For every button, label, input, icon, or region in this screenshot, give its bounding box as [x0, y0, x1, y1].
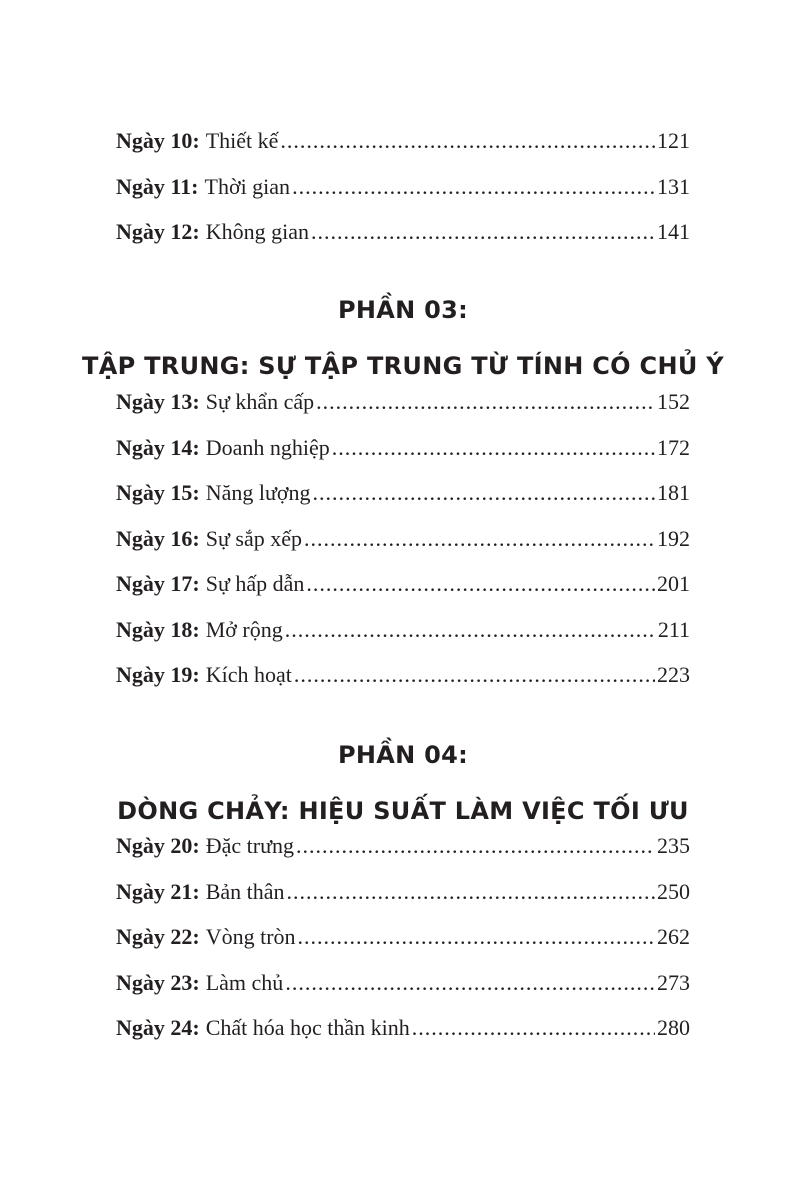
toc-entry-page: 152 [657, 389, 690, 414]
toc-entry-title: Doanh nghiệp [205, 434, 330, 460]
dot-leader [298, 924, 655, 950]
toc-entry[interactable] [116, 174, 690, 220]
toc-entry-page: 141 [657, 219, 690, 244]
toc-entry-title: Bản thân [205, 878, 285, 904]
dot-leader [412, 1015, 655, 1041]
toc-entry-title: Sự sắp xếp [205, 525, 302, 551]
toc-entry-page: 262 [657, 924, 690, 949]
toc-entry-title: Làm chủ [205, 969, 284, 995]
toc-entry-title: Kích hoạt [205, 662, 292, 687]
dot-leader [294, 662, 655, 688]
toc-entry-day: Ngày 18: [116, 616, 200, 642]
toc-entry-day: Ngày 22: [116, 924, 200, 949]
dot-leader [285, 617, 656, 643]
toc-entry-title: Thời gian [204, 173, 291, 199]
toc-entry-day: Ngày 10: [116, 128, 200, 153]
toc-entry-day: Ngày 24: [116, 1015, 200, 1040]
dot-leader [292, 174, 655, 200]
toc-entry-page: 181 [657, 480, 690, 505]
dot-leader [296, 833, 655, 859]
toc-entry[interactable] [116, 617, 690, 663]
part-04-heading [0, 731, 806, 835]
toc-entry-day: Ngày 12: [116, 219, 200, 244]
toc-entry-page: 192 [657, 525, 690, 551]
toc-entry-page: 223 [657, 662, 690, 687]
toc-entry[interactable] [116, 662, 690, 708]
toc-entry-day: Ngày 19: [116, 662, 200, 687]
part-04-title: DÒNG CHẢY: HIỆU SUẤT LÀM VIỆC TỐI ƯU [117, 797, 689, 825]
toc-entry-day: Ngày 23: [116, 969, 200, 995]
toc-entry-page: 121 [657, 128, 690, 153]
toc-list-part-02-end [116, 128, 690, 265]
dot-leader [311, 219, 655, 245]
toc-entry-day: Ngày 20: [116, 833, 200, 858]
toc-entry-page: 235 [657, 833, 690, 858]
toc-entry[interactable] [116, 389, 690, 435]
toc-entry-title: Thiết kế [205, 128, 279, 153]
toc-entry-day: Ngày 14: [116, 434, 200, 460]
toc-entry-title: Năng lượng [205, 480, 311, 505]
toc-entry-day: Ngày 17: [116, 571, 200, 596]
toc-entry[interactable] [116, 571, 690, 617]
toc-entry[interactable] [116, 128, 690, 174]
dot-leader [306, 571, 655, 597]
toc-entry-title: Sự khẩn cấp [205, 389, 315, 414]
toc-entry-day: Ngày 13: [116, 389, 200, 414]
toc-entry[interactable] [116, 879, 690, 925]
toc-entry[interactable] [116, 219, 690, 265]
toc-list-part-03 [116, 389, 690, 708]
toc-entry-title: Sự hấp dẫn [205, 571, 305, 596]
toc-entry-page: 201 [657, 571, 690, 596]
toc-entry-day: Ngày 16: [116, 525, 200, 551]
toc-entry[interactable] [116, 435, 690, 481]
toc-entry-page: 211 [657, 616, 690, 642]
part-04-label: PHẦN 04: [337, 741, 469, 769]
toc-entry-page: 273 [657, 969, 690, 995]
dot-leader [285, 970, 655, 996]
toc-entry-title: Chất hóa học thần kinh [205, 1015, 410, 1040]
part-03-title: TẬP TRUNG: SỰ TẬP TRUNG TỪ TÍNH CÓ CHỦ Ý [82, 352, 724, 380]
toc-entry-page: 250 [657, 878, 690, 904]
toc-entry-title: Vòng tròn [205, 924, 296, 949]
part-03-label: PHẦN 03: [337, 296, 469, 324]
toc-entry-day: Ngày 11: [116, 173, 199, 199]
toc-list-part-04 [116, 833, 690, 1061]
toc-entry[interactable] [116, 924, 690, 970]
toc-entry-page: 131 [657, 173, 690, 199]
dot-leader [287, 879, 655, 905]
toc-entry[interactable] [116, 526, 690, 572]
toc-entry-day: Ngày 21: [116, 878, 200, 904]
toc-entry[interactable] [116, 833, 690, 879]
toc-entry-title: Không gian [205, 219, 309, 244]
toc-entry[interactable] [116, 1015, 690, 1061]
toc-entry[interactable] [116, 970, 690, 1016]
toc-entry-title: Đặc trưng [205, 833, 294, 858]
part-03-heading [0, 286, 806, 390]
toc-entry-day: Ngày 15: [116, 480, 200, 505]
toc-entry-page: 280 [657, 1015, 690, 1040]
toc-entry-page: 172 [657, 434, 690, 460]
dot-leader [332, 435, 655, 461]
dot-leader [313, 480, 655, 506]
dot-leader [316, 389, 655, 415]
toc-entry-title: Mở rộng [205, 616, 283, 642]
toc-entry[interactable] [116, 480, 690, 526]
dot-leader [280, 128, 655, 154]
dot-leader [304, 526, 655, 552]
